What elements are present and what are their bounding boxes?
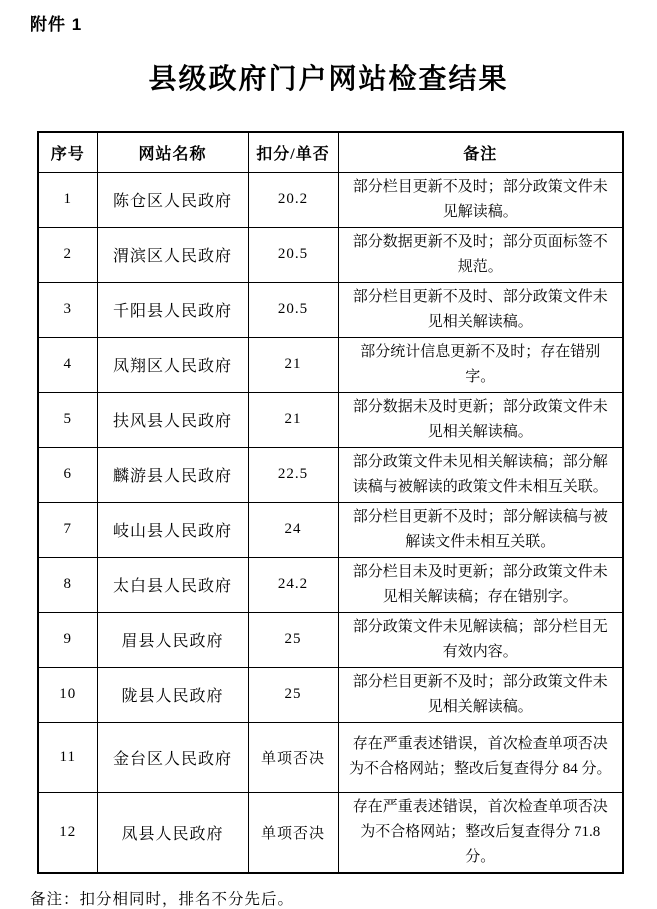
row-number-cell: 9: [38, 612, 97, 667]
score-cell: 21: [248, 392, 338, 447]
site-name-cell: 岐山县人民政府: [97, 502, 248, 557]
row-number-cell: 6: [38, 447, 97, 502]
page-title: 县级政府门户网站检查结果: [148, 64, 509, 95]
remark-cell: 存在严重表述错误，首次检查单项否决为不合格网站；整改后复查得分 71.8 分。: [338, 792, 623, 873]
score-cell: 24: [248, 502, 338, 557]
row-number-cell: 8: [38, 557, 97, 612]
site-name-cell: 渭滨区人民政府: [97, 227, 248, 282]
site-name-cell: 眉县人民政府: [97, 612, 248, 667]
score-cell: 24.2: [248, 557, 338, 612]
site-name-cell: 太白县人民政府: [97, 557, 248, 612]
score-cell: 25: [248, 612, 338, 667]
header-score: 扣分/单否: [248, 132, 338, 172]
remark-cell: 部分统计信息更新不及时；存在错别字。: [338, 337, 623, 392]
site-name-cell: 千阳县人民政府: [97, 282, 248, 337]
site-name-cell: 金台区人民政府: [97, 722, 248, 792]
remark-cell: 存在严重表述错误，首次检查单项否决为不合格网站；整改后复查得分 84 分。: [338, 722, 623, 792]
score-cell: 25: [248, 667, 338, 722]
score-cell: 21: [248, 337, 338, 392]
table-row: [38, 392, 623, 447]
table-footnote: 备注：扣分相同时，排名不分先后。: [30, 890, 295, 908]
score-cell: 20.5: [248, 282, 338, 337]
header-site-name: 网站名称: [97, 132, 248, 172]
remark-cell: 部分栏目更新不及时、部分政策文件未见相关解读稿。: [338, 282, 623, 337]
table-row: [38, 282, 623, 337]
attachment-label: 附件 1: [30, 15, 83, 34]
table-row: [38, 227, 623, 282]
row-number-cell: 4: [38, 337, 97, 392]
table-row: [38, 557, 623, 612]
inspection-results-table: [37, 131, 624, 874]
row-number-cell: 5: [38, 392, 97, 447]
row-number-cell: 10: [38, 667, 97, 722]
site-name-cell: 凤县人民政府: [97, 792, 248, 873]
table-row: [38, 447, 623, 502]
remark-cell: 部分政策文件未见相关解读稿；部分解读稿与被解读的政策文件未相互关联。: [338, 447, 623, 502]
site-name-cell: 扶风县人民政府: [97, 392, 248, 447]
site-name-cell: 陈仓区人民政府: [97, 172, 248, 227]
row-number-cell: 2: [38, 227, 97, 282]
score-cell: 单项否决: [248, 792, 338, 873]
table-row: [38, 612, 623, 667]
site-name-cell: 凤翔区人民政府: [97, 337, 248, 392]
table-row: [38, 722, 623, 792]
remark-cell: 部分数据更新不及时；部分页面标签不规范。: [338, 227, 623, 282]
row-number-cell: 7: [38, 502, 97, 557]
score-cell: 20.2: [248, 172, 338, 227]
table-row: [38, 337, 623, 392]
table-row: [38, 502, 623, 557]
site-name-cell: 麟游县人民政府: [97, 447, 248, 502]
table-row: [38, 667, 623, 722]
row-number-cell: 1: [38, 172, 97, 227]
table-row: [38, 792, 623, 873]
score-cell: 20.5: [248, 227, 338, 282]
remark-cell: 部分数据未及时更新；部分政策文件未见相关解读稿。: [338, 392, 623, 447]
table-header-row: [38, 132, 623, 172]
remark-cell: 部分栏目未及时更新；部分政策文件未见相关解读稿；存在错别字。: [338, 557, 623, 612]
remark-cell: 部分栏目更新不及时；部分政策文件未见相关解读稿。: [338, 667, 623, 722]
row-number-cell: 3: [38, 282, 97, 337]
row-number-cell: 12: [38, 792, 97, 873]
remark-cell: 部分栏目更新不及时；部分政策文件未见解读稿。: [338, 172, 623, 227]
header-remark: 备注: [338, 132, 623, 172]
row-number-cell: 11: [38, 722, 97, 792]
table-row: [38, 172, 623, 227]
site-name-cell: 陇县人民政府: [97, 667, 248, 722]
score-cell: 单项否决: [248, 722, 338, 792]
remark-cell: 部分栏目更新不及时；部分解读稿与被解读文件未相互关联。: [338, 502, 623, 557]
score-cell: 22.5: [248, 447, 338, 502]
remark-cell: 部分政策文件未见解读稿；部分栏目无有效内容。: [338, 612, 623, 667]
header-serial-number: 序号: [38, 132, 97, 172]
